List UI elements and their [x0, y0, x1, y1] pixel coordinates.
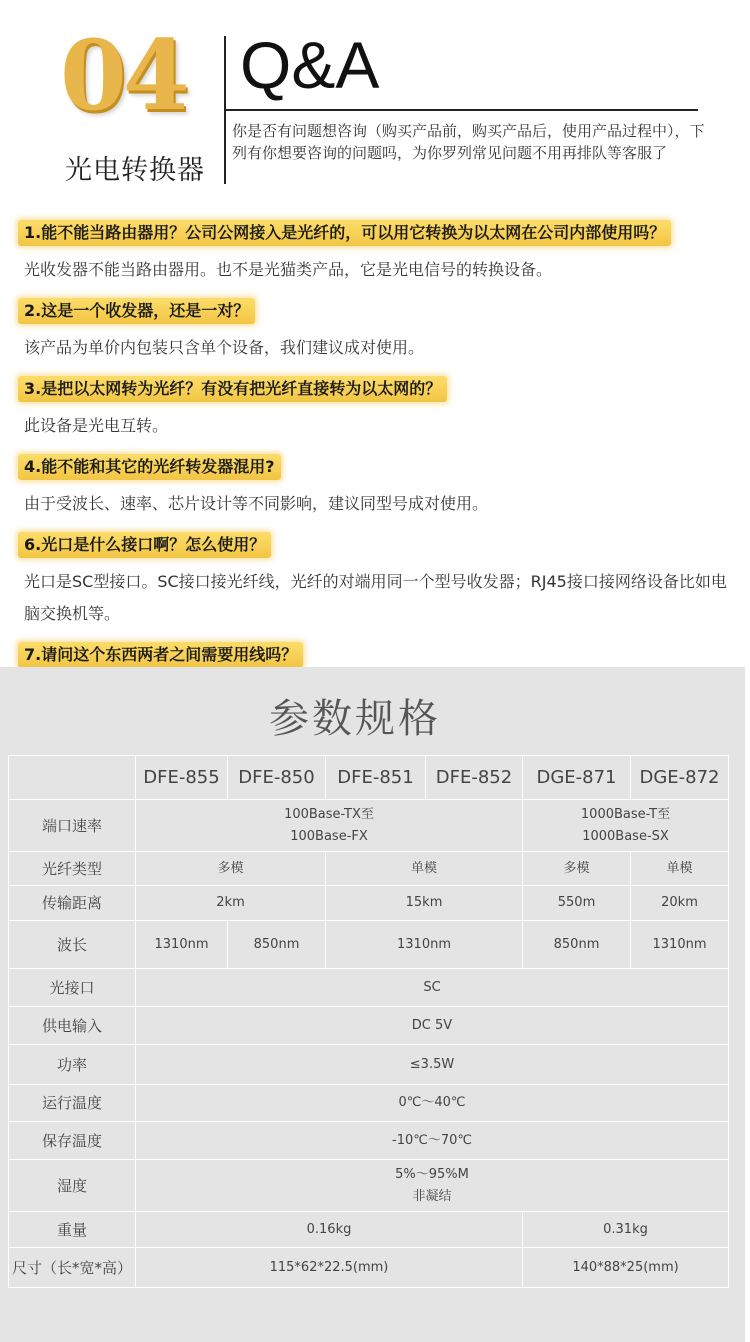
table-cell [136, 1160, 729, 1212]
qa-item [18, 454, 738, 526]
row-label: 供电输入 [9, 1007, 136, 1045]
table-cell: 0℃～40℃ [136, 1085, 729, 1122]
cell-line: 1000Base-T至 [580, 806, 671, 822]
model-header: DGE-872 [631, 756, 729, 800]
table-row [9, 969, 729, 1007]
table-row [9, 1045, 729, 1085]
question: 3.是把以太网转为光纤？有没有把光纤直接转为以太网的？ [18, 376, 447, 402]
row-label: 光纤类型 [9, 852, 136, 886]
model-header: DGE-871 [523, 756, 631, 800]
table-row [9, 1085, 729, 1122]
table-cell: 850nm [523, 921, 631, 969]
horizontal-divider [226, 109, 698, 111]
question: 2.这是一个收发器，还是一对？ [18, 298, 255, 324]
cell-line: 100Base-TX至 [284, 806, 374, 822]
table-row [9, 852, 729, 886]
qa-title: Q&A [240, 28, 380, 102]
cell-line: 100Base-FX [290, 828, 368, 844]
row-label: 传输距离 [9, 886, 136, 921]
table-row [9, 886, 729, 921]
cell-line: 非凝结 [412, 1188, 452, 1204]
table-cell: 多模 [523, 852, 631, 886]
row-label: 尺寸（长*宽*高） [9, 1248, 136, 1288]
table-row [9, 921, 729, 969]
table-cell: 单模 [326, 852, 523, 886]
answer: 光收发器不能当路由器用。也不是光猫类产品，它是光电信号的转换设备。 [24, 260, 553, 279]
question: 4.能不能和其它的光纤转发器混用? [18, 454, 281, 480]
row-label: 波长 [9, 921, 136, 969]
model-header: DFE-851 [326, 756, 426, 800]
model-header: DFE-852 [426, 756, 523, 800]
cell-line: 5%～95%M [395, 1166, 469, 1182]
qa-item [18, 376, 738, 448]
spec-title: 参数规格 [269, 696, 441, 742]
qa-item [18, 220, 738, 292]
header [0, 0, 750, 205]
table-cell: 15km [326, 886, 523, 921]
table-cell: DC 5V [136, 1007, 729, 1045]
answer: 该产品为单价内包装只含单个设备，我们建议成对使用。 [24, 338, 425, 357]
table-cell: 20km [631, 886, 729, 921]
table-cell: 1310nm [136, 921, 228, 969]
table-cell: 单模 [631, 852, 729, 886]
spec-section [0, 667, 745, 1342]
table-cell: 0.31kg [523, 1212, 729, 1248]
table-row [9, 800, 729, 852]
question: 6.光口是什么接口啊？怎么使用？ [18, 532, 271, 558]
table-row [9, 1122, 729, 1160]
table-row [9, 1212, 729, 1248]
row-label: 功率 [9, 1045, 136, 1085]
spec-table [8, 755, 729, 1288]
table-row [9, 1007, 729, 1045]
table-cell: 2km [136, 886, 326, 921]
table-cell [136, 800, 523, 852]
qa-list [18, 220, 738, 720]
table-cell [523, 800, 729, 852]
qa-item [18, 532, 738, 636]
table-cell: 多模 [136, 852, 326, 886]
row-label: 端口速率 [9, 800, 136, 852]
table-cell: 115*62*22.5(mm) [136, 1248, 523, 1288]
table-cell: 550m [523, 886, 631, 921]
answer: 光口是SC型接口。SC接口接光纤线，光纤的对端用同一个型号收发器；RJ45接口接网络设备比如电脑交换机等。 [24, 572, 727, 623]
table-cell [9, 756, 136, 800]
table-cell: 850nm [228, 921, 326, 969]
question: 7.请问这个东西两者之间需要用线吗？ [18, 642, 303, 668]
table-cell: -10℃～70℃ [136, 1122, 729, 1160]
table-cell: 140*88*25(mm) [523, 1248, 729, 1288]
table-cell: SC [136, 969, 729, 1007]
table-cell: ≤3.5W [136, 1045, 729, 1085]
model-header: DFE-850 [228, 756, 326, 800]
qa-item [18, 298, 738, 370]
row-label: 保存温度 [9, 1122, 136, 1160]
table-cell: 1310nm [631, 921, 729, 969]
table-row [9, 1248, 729, 1288]
answer: 由于受波长、速率、芯片设计等不同影响，建议同型号成对使用。 [24, 494, 489, 513]
row-label: 光接口 [9, 969, 136, 1007]
table-row [9, 756, 729, 800]
question: 1.能不能当路由器用？公司公网接入是光纤的，可以用它转换为以太网在公司内部使用吗？ [18, 220, 671, 246]
table-cell: 0.16kg [136, 1212, 523, 1248]
cell-line: 1000Base-SX [582, 828, 669, 844]
table-row [9, 1160, 729, 1212]
answer: 此设备是光电互转。 [24, 416, 169, 435]
model-header: DFE-855 [136, 756, 228, 800]
section-name: 光电转换器 [65, 155, 205, 186]
row-label: 运行温度 [9, 1085, 136, 1122]
intro-text: 你是否有问题想咨询（购买产品前，购买产品后，使用产品过程中），下列有你想要咨询的问题吗，为你罗列常见问题不用再排队等客服了 [232, 122, 705, 162]
row-label: 湿度 [9, 1160, 136, 1212]
row-label: 重量 [9, 1212, 136, 1248]
section-number: 04 [60, 19, 186, 132]
table-cell: 1310nm [326, 921, 523, 969]
